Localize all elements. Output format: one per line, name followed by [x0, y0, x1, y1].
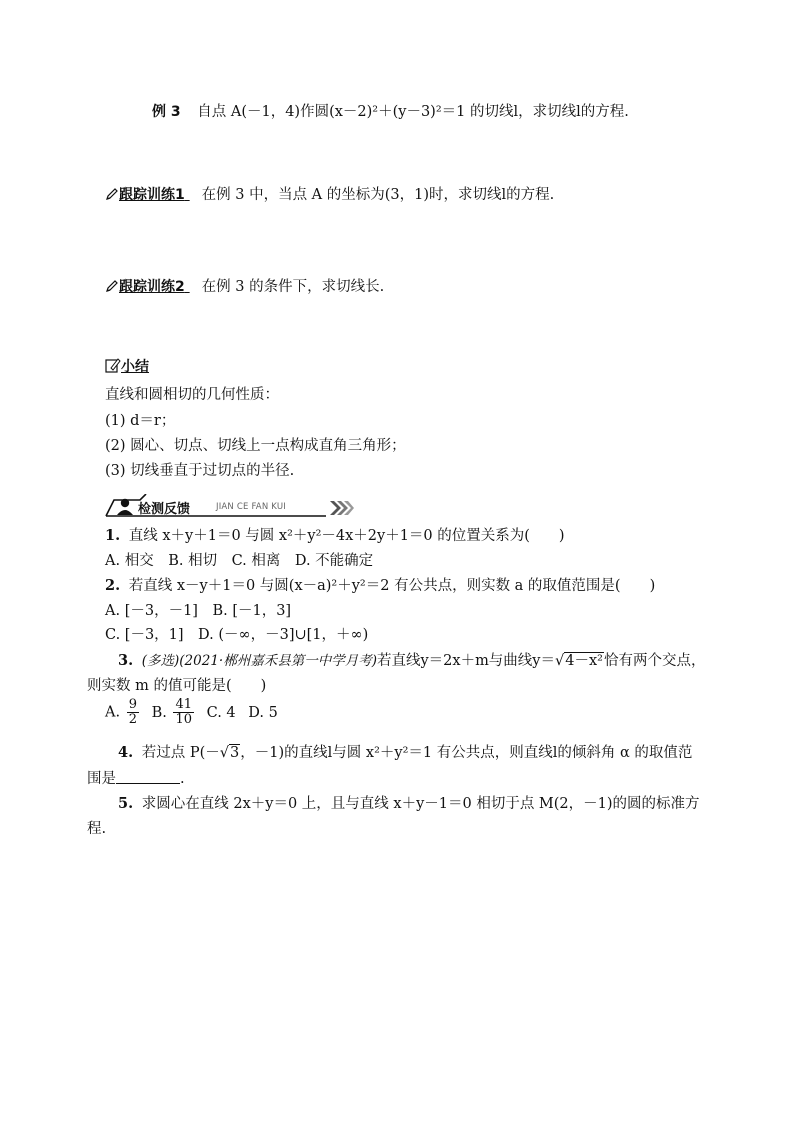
question-3-option-b-fraction [173, 698, 194, 727]
question-5-line2: 程. [87, 821, 107, 837]
question-5-number: 5. [118, 795, 134, 812]
fraction-numerator: 9 [128, 697, 137, 712]
question-3-sqrt: 4－x² [565, 653, 603, 669]
question-4-stem-b: ，－1)的直线l与圆 x²＋y²＝1 有公共点，则直线l的倾斜角 α 的取值范 [240, 745, 693, 761]
question-3-option-b-label: B. [151, 704, 167, 721]
fraction-denominator: 2 [128, 712, 137, 727]
question-3-tag: (多选)(2021·郴州嘉禾县第一中学月考) [141, 653, 377, 669]
question-5 [118, 792, 700, 813]
practice-1-text: 在例 3 中，当点 A 的坐标为(3，1)时，求切线l的方程. [201, 187, 555, 203]
summary-item-3: (3) 切线垂直于过切点的半径. [105, 463, 295, 479]
question-2 [105, 574, 655, 595]
question-2-number: 2. [105, 577, 121, 594]
sqrt-symbol: √ [555, 653, 565, 669]
practice-2-label: 跟踪训练2 [119, 279, 185, 295]
question-1-options: A. 相交 B. 相切 C. 相离 D. 不能确定 [105, 553, 374, 569]
practice-1-label: 跟踪训练1 [119, 187, 185, 203]
question-3-line2: 则实数 m 的值可能是( ) [87, 678, 267, 694]
example-3 [152, 100, 629, 121]
question-4 [118, 741, 692, 762]
summary-item-2: (2) 圆心、切点、切线上一点构成直角三角形； [105, 438, 406, 454]
question-3-option-c: C. 4 [206, 704, 236, 721]
fraction-denominator: 10 [175, 712, 193, 727]
pencil-icon [105, 279, 118, 293]
question-4-number: 4. [118, 744, 134, 761]
practice-2-header [105, 279, 190, 295]
summary-label: 小结 [121, 359, 149, 375]
check-subtitle: JIAN CE FAN KUI [216, 502, 286, 512]
practice-2-text: 在例 3 的条件下，求切线长. [201, 279, 385, 295]
question-5-stem: 求圆心在直线 2x＋y＝0 上，且与直线 x＋y－1＝0 相切于点 M(2，－1)的圆的标准方 [141, 796, 700, 812]
question-4-line2 [87, 767, 185, 788]
question-1-number: 1. [105, 527, 121, 544]
practice-1 [105, 183, 554, 204]
practice-2 [105, 275, 384, 296]
question-3-number: 3. [118, 652, 134, 669]
question-4-sqrt: 3 [230, 745, 240, 761]
fraction-numerator: 41 [175, 697, 193, 712]
answer-blank [116, 771, 180, 784]
question-3-option-a-label: A. [105, 704, 121, 721]
question-3-stem-b: 恰有两个交点， [603, 653, 706, 669]
check-banner [104, 494, 354, 518]
question-3-stem-a: 若直线y＝2x＋m与曲线y＝ [376, 653, 556, 669]
question-4-line2-text: 围是 [87, 771, 116, 787]
question-1 [105, 524, 565, 545]
question-3 [118, 649, 705, 670]
notepad-icon [105, 358, 121, 373]
sqrt-symbol: √ [219, 745, 230, 761]
question-3-options [105, 698, 278, 727]
summary-header [105, 356, 149, 376]
question-3-option-a-fraction [127, 698, 139, 727]
question-2-options-2: C. [－3，1] D. (－∞，－3]∪[1，＋∞) [105, 627, 369, 643]
practice-1-header [105, 187, 190, 203]
question-2-stem: 若直线 x－y＋1＝0 与圆(x－a)²＋y²＝2 有公共点，则实数 a 的取值范围是( ) [128, 578, 656, 594]
question-3-option-d: D. 5 [248, 704, 278, 721]
example-3-text: 自点 A(－1，4)作圆(x－2)²＋(y－3)²＝1 的切线l，求切线l的方程. [197, 104, 629, 120]
question-1-stem: 直线 x＋y＋1＝0 与圆 x²＋y²－4x＋2y＋1＝0 的位置关系为( ) [128, 528, 565, 544]
question-4-line2-end: . [180, 771, 185, 787]
question-2-options-1: A. [－3，－1] B. [－1，3] [105, 603, 292, 619]
example-3-label: 例 3 [152, 104, 181, 120]
check-title: 检测反馈 [138, 502, 191, 517]
summary-item-1: (1) d＝r； [105, 413, 176, 429]
pencil-icon [105, 187, 118, 201]
question-4-stem-a: 若过点 P(－ [141, 745, 220, 761]
summary-intro: 直线和圆相切的几何性质： [105, 387, 279, 403]
